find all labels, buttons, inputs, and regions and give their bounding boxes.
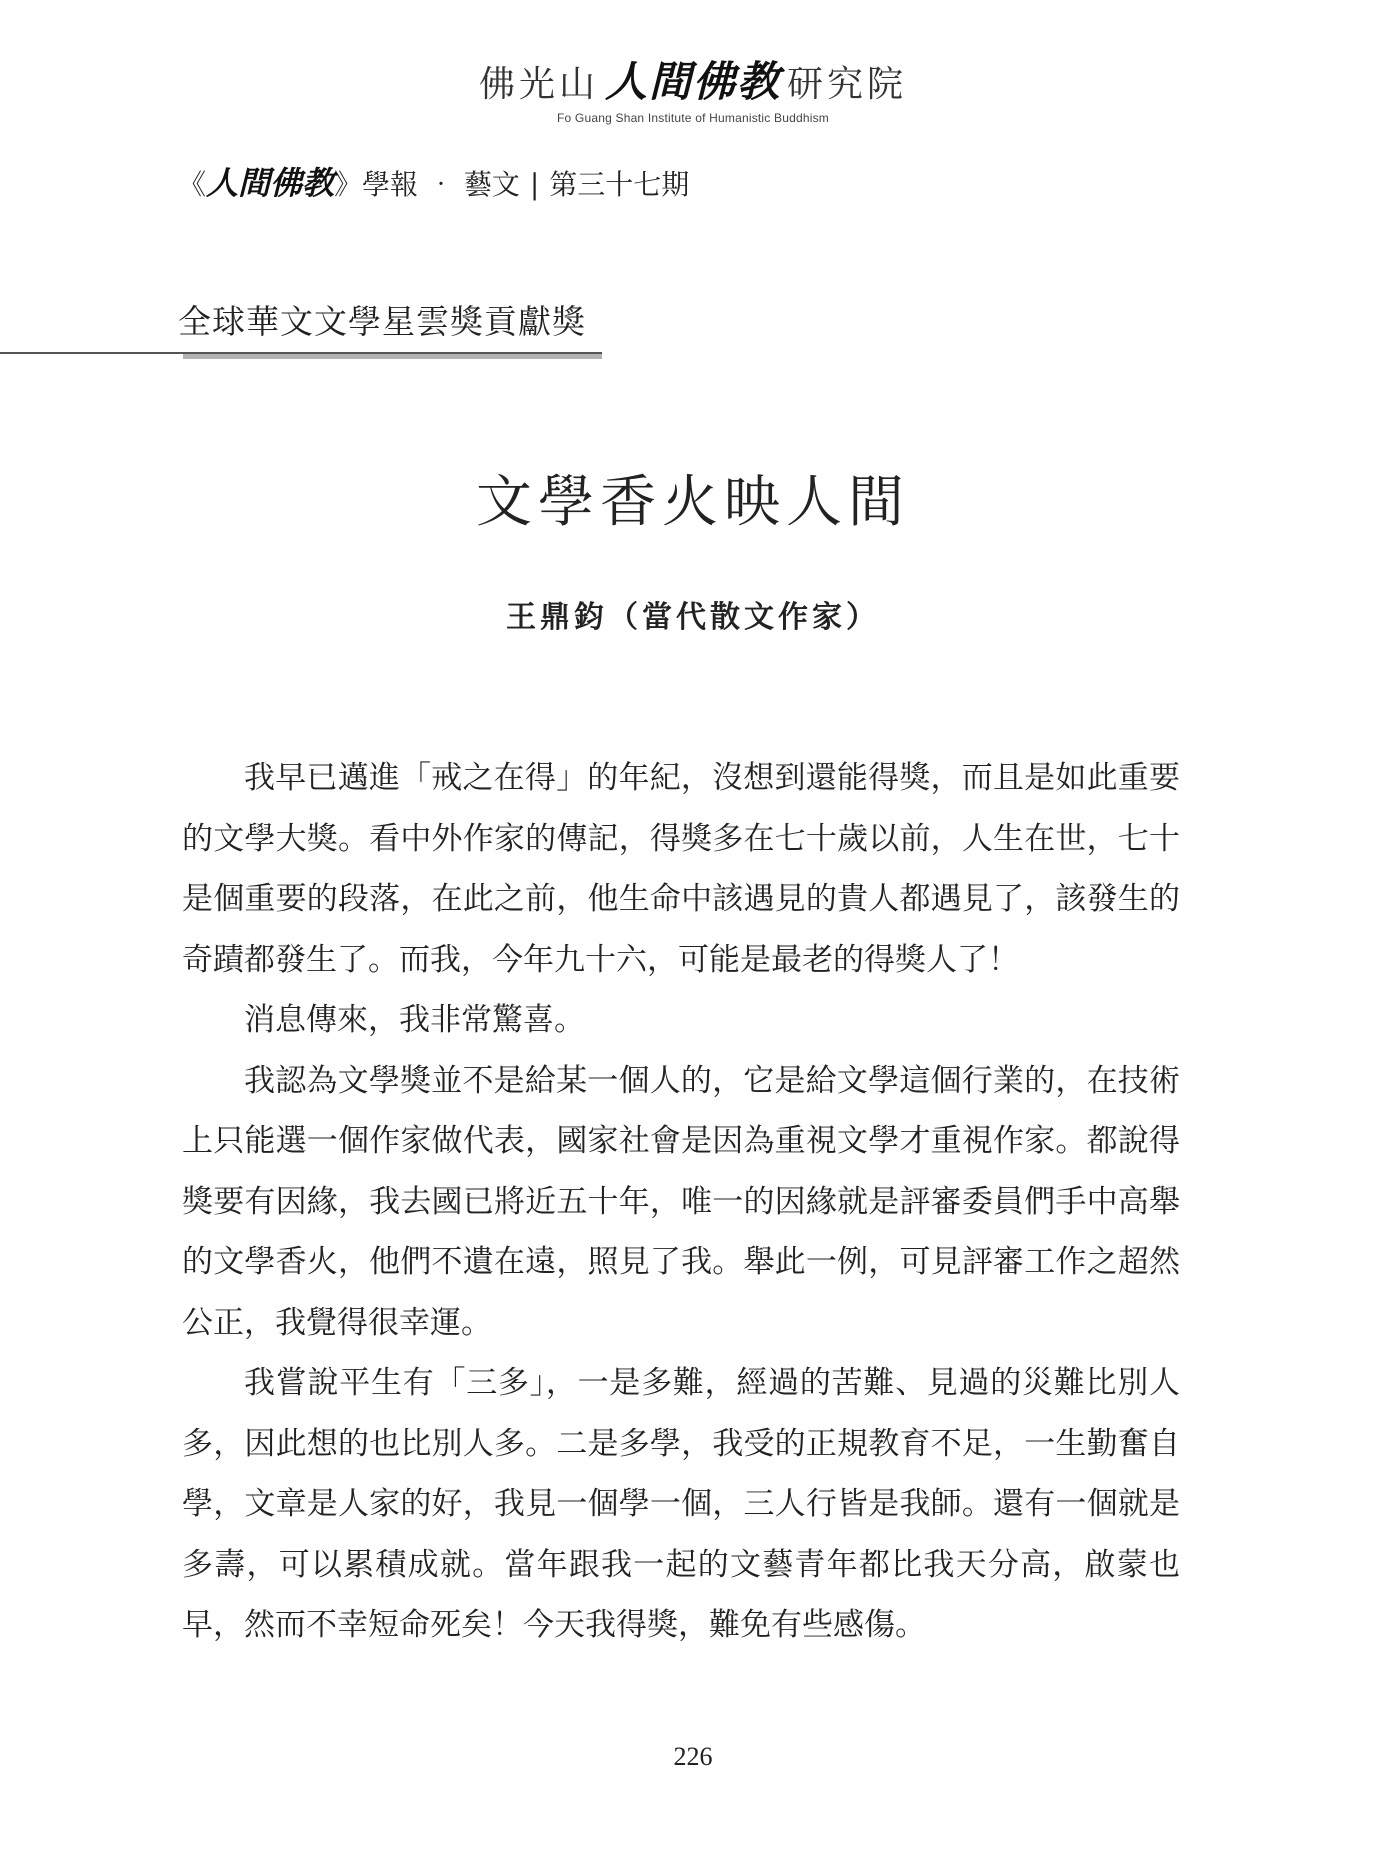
institute-english-name: Fo Guang Shan Institute of Humanistic Buddhism (556, 111, 829, 125)
body-paragraph: 消息傳來，我非常驚喜。 (244, 1002, 585, 1038)
journal-running-header (178, 163, 689, 205)
journal-close-quote: 》 (334, 168, 363, 201)
body-paragraph: 我嘗說平生有「三多」，一是多難，經過的苦難、見過的災難比別人多，因此想的也比別人多。二是多學，我受的正規教育不足，一生勤奮自學，文章是人家的好，我見一個學一個，三人行皆是我師。還有一個就是多壽，可以累積成就。當年跟我一起的文藝青年都比我天分高，啟蒙也早，然而不幸短命死矣！今天我得獎，難免有些感傷。 (182, 1365, 1180, 1643)
journal-name-rest: 學報 ‧ 藝文 (362, 168, 520, 201)
institute-brand-logotype: 人間佛教 (604, 57, 781, 106)
journal-issue: 第三十七期 (549, 168, 690, 201)
institute-name (0, 57, 1386, 107)
institute-name-suffix: 研究院 (787, 64, 908, 105)
institute-header (0, 57, 1386, 125)
institute-name-prefix: 佛光山 (478, 64, 599, 105)
section-title: 全球華文文學星雲獎貢獻獎 (178, 302, 586, 341)
journal-brand-logotype: 人間佛教 (206, 164, 335, 202)
article-author: 王鼎鈞（當代散文作家） (506, 600, 880, 635)
body-paragraph: 我認為文學獎並不是給某一個人的，它是給文學這個行業的，在技術上只能選一個作家做代表，國家社會是因為重視文學才重視作家。都說得獎要有因緣，我去國已將近五十年，唯一的因緣就是評審委員們手中高舉的文學香火，他們不遺在遠，照見了我。舉此一例，可見評審工作之超然公正，我覺得很幸運。 (182, 1062, 1180, 1341)
body-paragraph: 我早已邁進「戒之在得」的年紀，沒想到還能得獎，而且是如此重要的文學大獎。看中外作家的傳記，得獎多在七十歲以前，人生在世，七十是個重要的段落，在此之前，他生命中該遇見的貴人都遇見了，該發生的奇蹟都發生了。而我，今年九十六，可能是最老的得獎人了！ (182, 760, 1180, 978)
page-number: 226 (673, 1742, 713, 1771)
article-body (182, 748, 1180, 1656)
journal-separator: | (529, 168, 540, 201)
article-title: 文學香火映人間 (476, 470, 910, 535)
journal-open-quote: 《 (178, 168, 207, 201)
section-underline-bar (183, 354, 602, 359)
